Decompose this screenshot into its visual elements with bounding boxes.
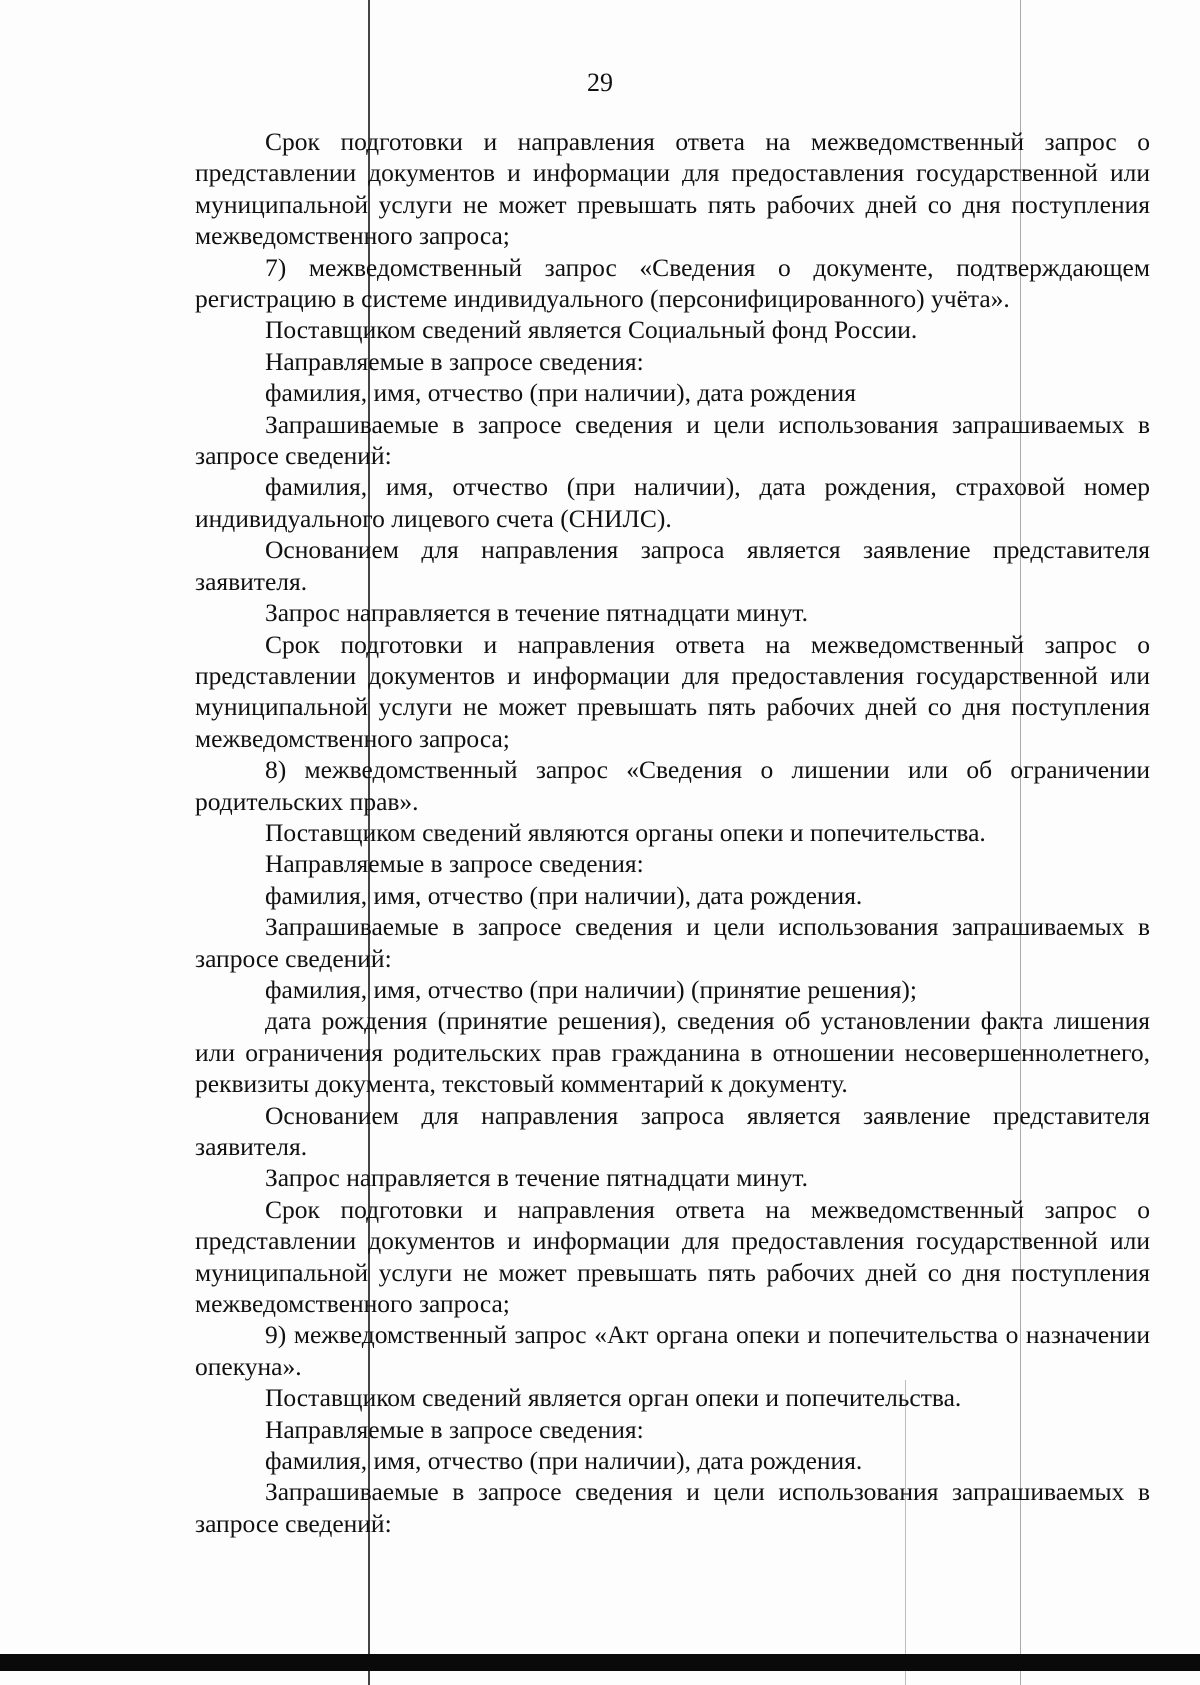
paragraph: Запрос направляется в течение пятнадцати минут. [265,1163,809,1193]
paragraph: Запрашиваемые в запросе сведения и цели использования запрашиваемых в запросе сведений: [195,409,1150,471]
paragraph: фамилия, имя, отчество (при наличии) (принятие решения); [265,974,917,1004]
paragraph: фамилия, имя, отчество (при наличии), дата рождения, страховой номер индивидуального лицевого счета (СНИЛС). [195,472,1150,533]
paragraph: Запрашиваемые в запросе сведения и цели использования запрашиваемых в запросе сведений: [195,1477,1150,1538]
paragraph: дата рождения (принятие решения), сведения об установлении факта лишения или ограничения родительских прав гражданина в отношении несовершеннолетнего, реквизиты документа, текстовый комментарий к документу. [195,1006,1150,1099]
paragraph: Срок подготовки и направления ответа на межведомственный запрос о представлении документов и информации для предоставления государственной или муниципальной услуги не может превышать пять рабочих дней со дня поступления межведомственного запроса; [195,629,1150,753]
paragraph: Срок подготовки и направления ответа на межведомственный запрос о представлении документов и информации для предоставления государственной или муниципальной услуги не может превышать пять рабочих дней со дня поступления межведомственного запроса; [195,127,1150,251]
paragraph: Срок подготовки и направления ответа на межведомственный запрос о представлении документов и информации для предоставления государственной или муниципальной услуги не может превышать пять рабочих дней со дня поступления межведомственного запроса; [195,1194,1150,1319]
paragraph: 7) межведомственный запрос «Сведения о документе, подтверждающем регистрацию в системе индивидуального (персонифицированного) учёта». [195,252,1150,314]
paragraph: Поставщиком сведений является орган опеки и попечительства. [265,1383,962,1413]
paragraph: Поставщиком сведений являются органы опеки и попечительства. [265,817,986,847]
paragraph: 9) межведомственный запрос «Акт органа опеки и попечительства о назначении опекуна». [195,1320,1150,1381]
paragraph: Запрашиваемые в запросе сведения и цели использования запрашиваемых в запросе сведений: [195,912,1150,973]
paragraph: фамилия, имя, отчество (при наличии), дата рождения. [265,880,863,910]
paragraph: фамилия, имя, отчество (при наличии), дата рождения [265,378,856,408]
paragraph: Направляемые в запросе сведения: [265,346,644,376]
paragraph: Запрос направляется в течение пятнадцати минут. [265,598,809,628]
paragraph: 8) межведомственный запрос «Сведения о лишении или об ограничении родительских прав». [195,755,1150,816]
document-body [195,126,1150,1539]
paragraph: фамилия, имя, отчество (при наличии), дата рождения. [265,1446,863,1476]
paragraph: Основанием для направления запроса является заявление представителя заявителя. [195,1100,1150,1161]
scan-bottom-edge [0,1654,1200,1671]
paragraph: Направляемые в запросе сведения: [265,1414,644,1444]
paragraph: Основанием для направления запроса является заявление представителя заявителя. [195,535,1150,596]
paragraph: Направляемые в запросе сведения: [265,849,644,879]
paragraph: Поставщиком сведений является Социальный фонд России. [265,315,918,345]
page-number: 29 [587,68,613,97]
